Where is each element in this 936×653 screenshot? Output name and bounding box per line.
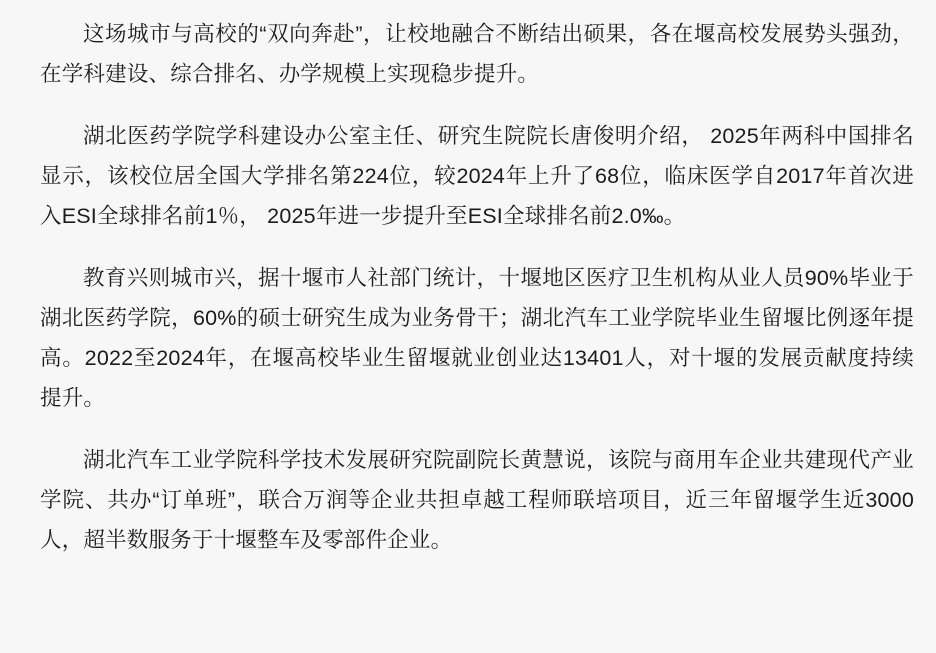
article-body xyxy=(40,14,914,560)
paragraph-1: 这场城市与高校的“双向奔赴”，让校地融合不断结出硕果，各在堰高校发展势头强劲，在学科建设、综合排名、办学规模上实现稳步提升。 xyxy=(40,22,914,86)
paragraph-2: 湖北医药学院学科建设办公室主任、研究生院院长唐俊明介绍， 2025年两科中国排名显示，该校位居全国大学排名第224位，较2024年上升了68位，临床医学自2017年首次进入ESI全球排名前1％， 2025年进一步提升至ESI全球排名前2.0‰。 xyxy=(40,124,914,228)
paragraph-4: 湖北汽车工业学院科学技术发展研究院副院长黄慧说，该院与商用车企业共建现代产业学院、共办“订单班”，联合万润等企业共担卓越工程师联培项目，近三年留堰学生近3000人，超半数服务于十堰整车及零部件企业。 xyxy=(40,448,914,552)
paragraph-3: 教育兴则城市兴，据十堰市人社部门统计，十堰地区医疗卫生机构从业人员90%毕业于湖北医药学院，60%的硕士研究生成为业务骨干；湖北汽车工业学院毕业生留堰比例逐年提高。2022至2024年，在堰高校毕业生留堰就业创业达13401人，对十堰的发展贡献度持续提升。 xyxy=(40,266,914,410)
